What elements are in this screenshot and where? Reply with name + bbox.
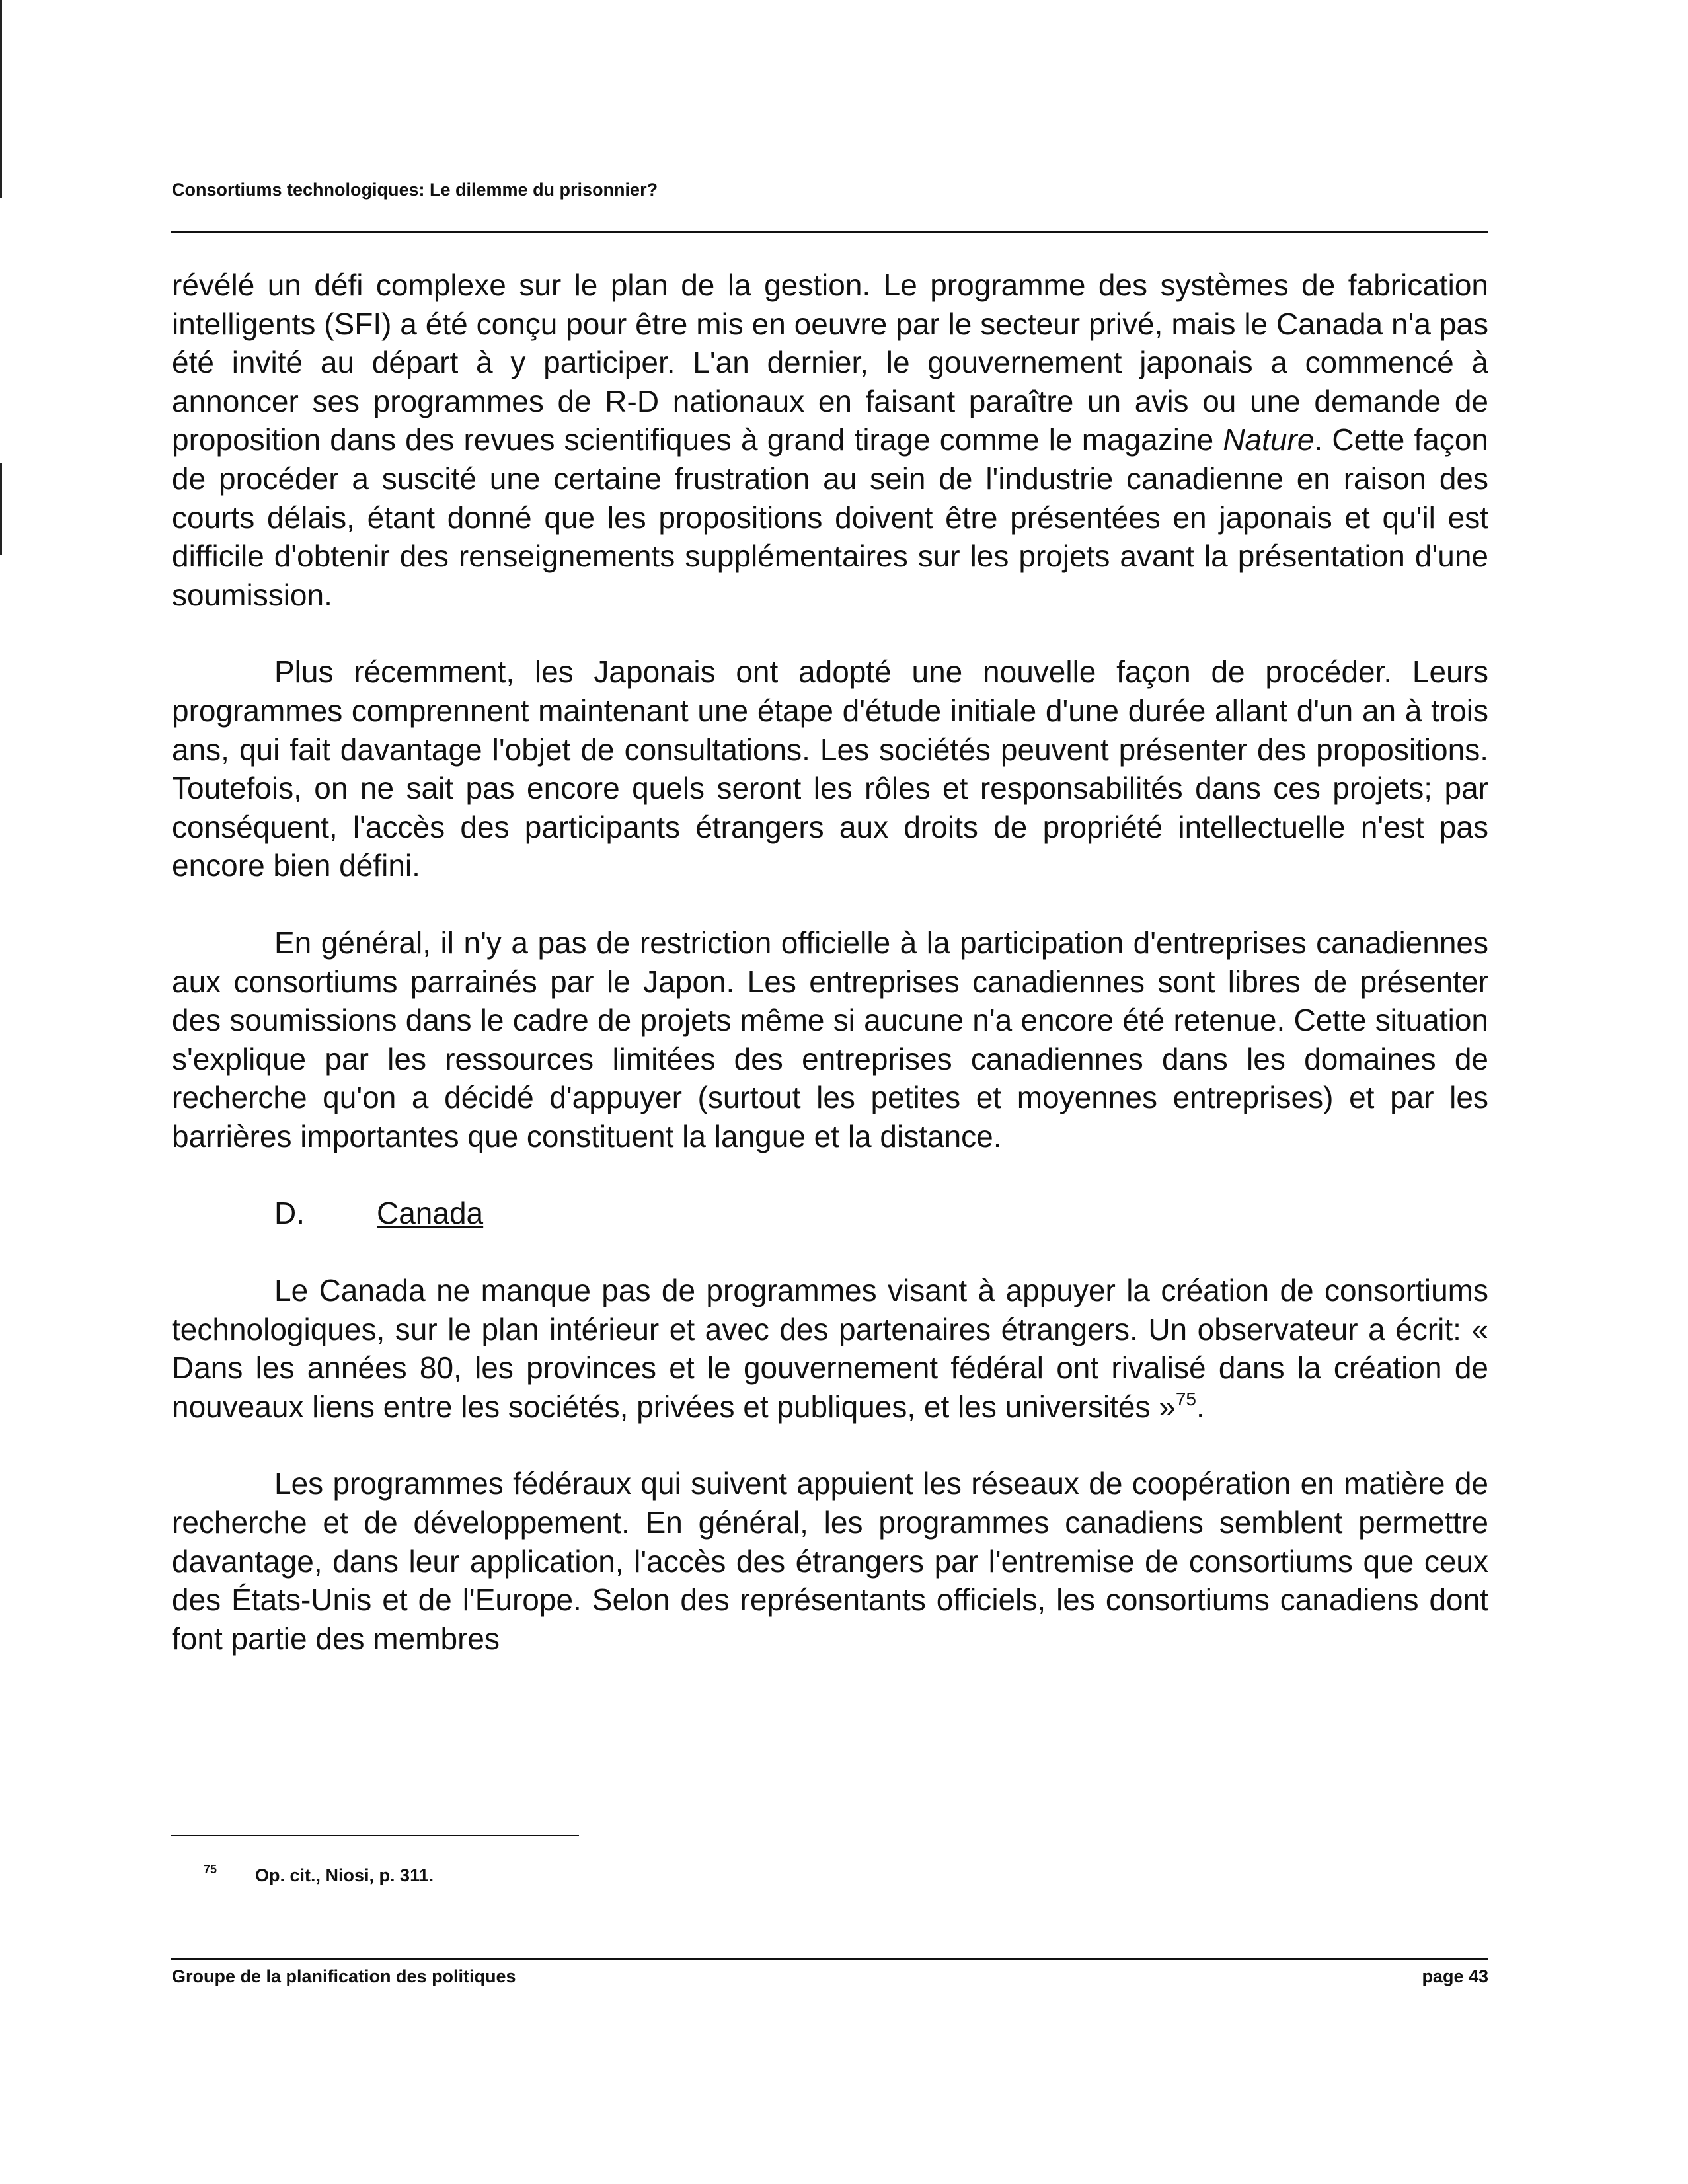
running-footer: [172, 1967, 1488, 1987]
section-letter: D.: [274, 1196, 305, 1231]
footer-org: Groupe de la planification des politiques: [172, 1967, 516, 1986]
journal-name: Nature: [1223, 422, 1315, 457]
footnote-number: 75: [204, 1863, 217, 1876]
paragraph-5: Les programmes fédéraux qui suivent appuient les réseaux de coopération en matière de recherche et de développement. En général, les programmes canadiens semblent permettre davantage, dans leur application, l'accès des étrangers par l'entremise de consortiums que ceux des États-Unis et de l'Europe. Selon des représentants officiels, les consortiums canadiens dont font partie des membres: [172, 1466, 1488, 1656]
paragraph-2: Plus récemment, les Japonais ont adopté une nouvelle façon de procéder. Leurs programmes comprennent maintenant une étape d'étude initiale d'une durée allant d'un an à trois ans, qui fait davantage l'objet de consultations. Les sociétés peuvent présenter des propositions. Toutefois, on ne sait pas encore quels seront les rôles et responsabilités dans ces projets; par conséquent, l'accès des participants étrangers aux droits de propriété intellectuelle n'est pas encore bien défini.: [172, 654, 1488, 883]
scan-edge-mark: [0, 463, 2, 555]
scan-edge-mark: [0, 0, 2, 198]
page-number: page 43: [1422, 1967, 1488, 1986]
paragraph-4: Le Canada ne manque pas de programmes visant à appuyer la création de consortiums technologiques, sur le plan intérieur et avec des partenaires étrangers. Un observateur a écrit: « Dans les années 80, les provinces et le gouvernement fédéral ont rivalisé dans la création de nouveaux liens entre les sociétés, privées et publiques, et les universités »$^{75}$.: [172, 1273, 1488, 1424]
header-rule: [171, 231, 1488, 233]
section-title: Canada: [377, 1196, 484, 1231]
footer-rule: [171, 1958, 1488, 1960]
footnote-rule: [171, 1835, 579, 1836]
main-body: [172, 266, 1488, 1658]
paragraph-3: En général, il n'y a pas de restriction officielle à la participation d'entreprises canadiennes aux consortiums parrainés par le Japon. Les entreprises canadiennes sont libres de présenter des soumissions dans le cadre de projets même si aucune n'a encore été retenue. Cette situation s'explique par les ressources limitées des entreprises canadiennes dans les domaines de recherche qu'on a décidé d'appuyer (surtout les petites et moyennes entreprises) et par les barrières importantes que constituent la langue et la distance.: [172, 925, 1488, 1153]
section-heading: [172, 1194, 1488, 1233]
running-header: Consortiums technologiques: Le dilemme du prisonnier?: [172, 180, 658, 200]
paragraph-1: révélé un défi complexe sur le plan de la gestion. Le programme des systèmes de fabrication intelligents (SFI) a été conçu pour être mis en oeuvre par le secteur privé, mais le Canada n'a pas été invité au départ à y participer. L'an dernier, le gouvernement japonais a commencé à annoncer ses programmes de R-D nationaux en faisant paraître un avis ou une demande de proposition dans des revues scientifiques à grand tirage comme le magazine Nature. Cette façon de procéder a suscité une certaine frustration au sein de l'industrie canadienne en raison des courts délais, étant donné que les propositions doivent être présentées en japonais et qu'il est difficile d'obtenir des renseignements supplémentaires sur les projets avant la présentation d'une soumission.: [172, 268, 1488, 612]
footnote-text: Op. cit., Niosi, p. 311.: [255, 1865, 434, 1885]
footnote-reference: 75: [1175, 1388, 1197, 1409]
footnote: [204, 1863, 434, 1886]
